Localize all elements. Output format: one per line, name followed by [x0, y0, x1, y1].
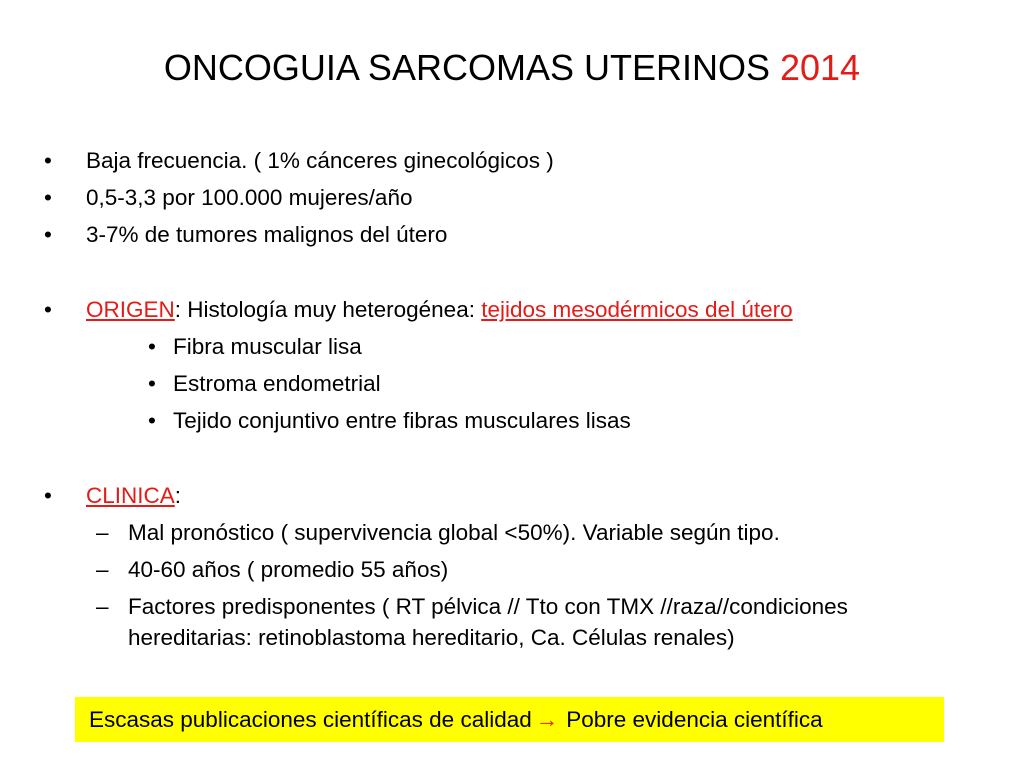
origen-text: Histología muy heterogénea:	[181, 297, 482, 322]
origen-colon: :	[174, 297, 182, 322]
clinica-colon: :	[174, 483, 182, 508]
origen-label: ORIGEN	[86, 297, 175, 322]
clinica-label: CLINICA	[86, 483, 175, 508]
title-year: 2014	[779, 47, 861, 88]
clinica-item: 40-60 años ( promedio 55 años)	[128, 557, 449, 582]
bullet-origen	[86, 296, 793, 324]
clinica-item: Factores predisponentes ( RT pélvica // Tto con TMX //raza//condiciones	[128, 594, 848, 619]
origen-sub-item: Fibra muscular lisa	[173, 334, 362, 359]
bullet-dot: •	[44, 148, 52, 173]
origen-sub-item: Tejido conjuntivo entre fibras musculares lisas	[173, 408, 631, 433]
clinica-item-continuation: hereditarias: retinoblastoma hereditario, Ca. Células renales)	[128, 625, 735, 650]
sub-bullet-dot: •	[148, 408, 156, 433]
bullet-percentage: 3-7% de tumores malignos del útero	[86, 222, 448, 247]
origen-sub-item: Estroma endometrial	[173, 371, 381, 396]
arrow-right-icon: →	[535, 707, 559, 732]
callout-right-text: Pobre evidencia científica	[566, 707, 823, 732]
origen-highlight: tejidos mesodérmicos del útero	[481, 297, 793, 322]
sub-bullet-dot: •	[148, 371, 156, 396]
title-main: ONCOGUIA SARCOMAS UTERINOS	[163, 47, 780, 88]
bullet-dot: •	[44, 297, 52, 322]
slide-title	[0, 46, 1024, 90]
bullet-dot: •	[44, 483, 52, 508]
bullet-dot: •	[44, 185, 52, 210]
callout-left-text: Escasas publicaciones científicas de calidad	[89, 707, 532, 732]
evidence-callout	[75, 697, 944, 742]
bullet-clinica	[86, 482, 181, 510]
bullet-frequency: Baja frecuencia. ( 1% cánceres ginecológicos )	[86, 148, 554, 173]
dash-marker: –	[96, 520, 109, 545]
sub-bullet-dot: •	[148, 334, 156, 359]
dash-marker: –	[96, 594, 109, 619]
bullet-incidence: 0,5-3,3 por 100.000 mujeres/año	[86, 185, 413, 210]
dash-marker: –	[96, 557, 109, 582]
clinica-item: Mal pronóstico ( supervivencia global <50%). Variable según tipo.	[128, 520, 780, 545]
bullet-dot: •	[44, 222, 52, 247]
